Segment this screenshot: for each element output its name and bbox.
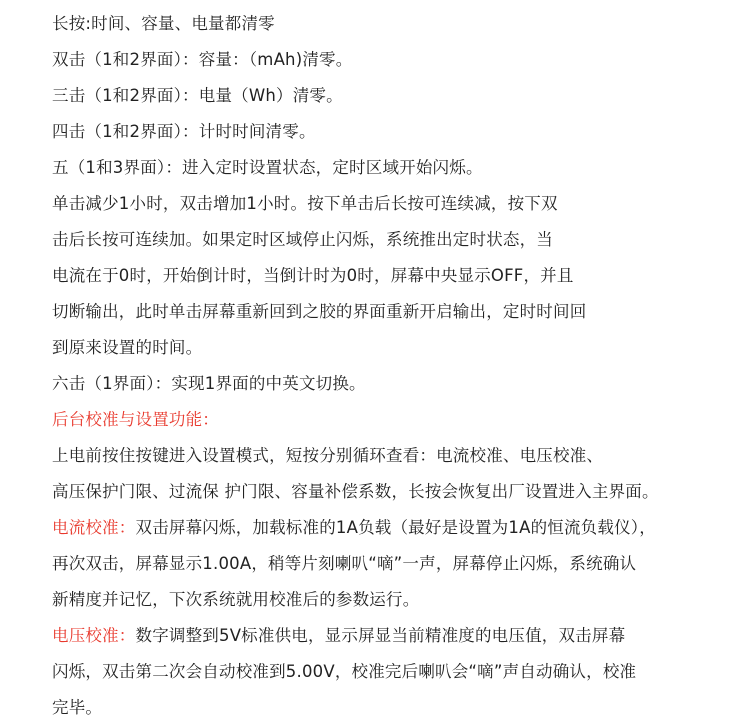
line-timer-desc-1 — [52, 194, 558, 214]
line-timer-desc-5 — [52, 338, 202, 358]
line-text: 切断输出，此时单击屏幕重新回到之胶的界面重新开启输出，定时时间回 — [52, 302, 587, 321]
line-text: 高压保护门限、过流保 护门限、容量补偿系数，长按会恢复出厂设置进入主界面。 — [52, 482, 659, 501]
line-text: 击后长按可连续加。如果定时区域停止闪烁，系统推出定时状态，当 — [52, 230, 553, 249]
line-text: 长按:时间、容量、电量都清零 — [52, 14, 275, 33]
line-text: 三击（1和2界面）：电量（Wh）清零。 — [52, 86, 343, 105]
line-current-calibration — [52, 518, 656, 538]
line-settings-1 — [52, 446, 603, 466]
line-text: 五（1和3界面）：进入定时设置状态，定时区域开始闪烁。 — [52, 158, 483, 177]
line-text: 双击屏幕闪烁，加载标准的1A负载（最好是设置为1A的恒流负载仪）， — [135, 518, 656, 537]
line-six-click — [52, 374, 366, 394]
line-text: 闪烁，双击第二次会自动校准到5.00V，校准完后喇叭会“嘀”声自动确认，校准 — [52, 662, 637, 681]
line-settings-2 — [52, 482, 659, 502]
voltage-calibration-label: 电压校准： — [52, 626, 136, 645]
line-voltage-calibration-3 — [52, 698, 102, 718]
line-text: 数字调整到5V标准供电，显示屏显当前精准度的电压值，双击屏幕 — [135, 626, 626, 645]
line-voltage-calibration — [52, 626, 625, 646]
line-text: 四击（1和2界面）：计时时间清零。 — [52, 122, 316, 141]
line-double-click — [52, 50, 352, 70]
line-text: 到原来设置的时间。 — [52, 338, 203, 357]
line-text: 再次双击，屏幕显示1.00A，稍等片刻喇叭“嘀”一声，屏幕停止闪烁，系统确认 — [52, 554, 637, 573]
line-text: 单击减少1小时，双击增加1小时。按下单击后长按可连续减，按下双 — [52, 194, 558, 213]
line-current-calibration-3 — [52, 590, 419, 610]
line-text: 上电前按住按键进入设置模式，短按分别循环查看：电流校准、电压校准、 — [52, 446, 604, 465]
line-timer-desc-3 — [52, 266, 574, 286]
line-voltage-calibration-2 — [52, 662, 636, 682]
line-timer-desc-2 — [52, 230, 553, 250]
line-text: 新精度并记忆，下次系统就用校准后的参数运行。 — [52, 590, 420, 609]
line-text: 六击（1界面）：实现1界面的中英文切换。 — [52, 374, 366, 393]
line-current-calibration-2 — [52, 554, 636, 574]
section-heading-calibration — [52, 410, 219, 430]
line-triple-click — [52, 86, 343, 106]
line-text: 电流在于0时，开始倒计时，当倒计时为0时，屏幕中央显示OFF，并且 — [52, 266, 574, 285]
line-long-press — [52, 14, 275, 34]
line-text: 双击（1和2界面）：容量：（mAh)清零。 — [52, 50, 353, 69]
line-five-click — [52, 158, 483, 178]
heading-text: 后台校准与设置功能： — [52, 410, 219, 429]
line-timer-desc-4 — [52, 302, 586, 322]
line-quad-click — [52, 122, 316, 142]
line-text: 完毕。 — [52, 698, 103, 717]
current-calibration-label: 电流校准： — [52, 518, 136, 537]
